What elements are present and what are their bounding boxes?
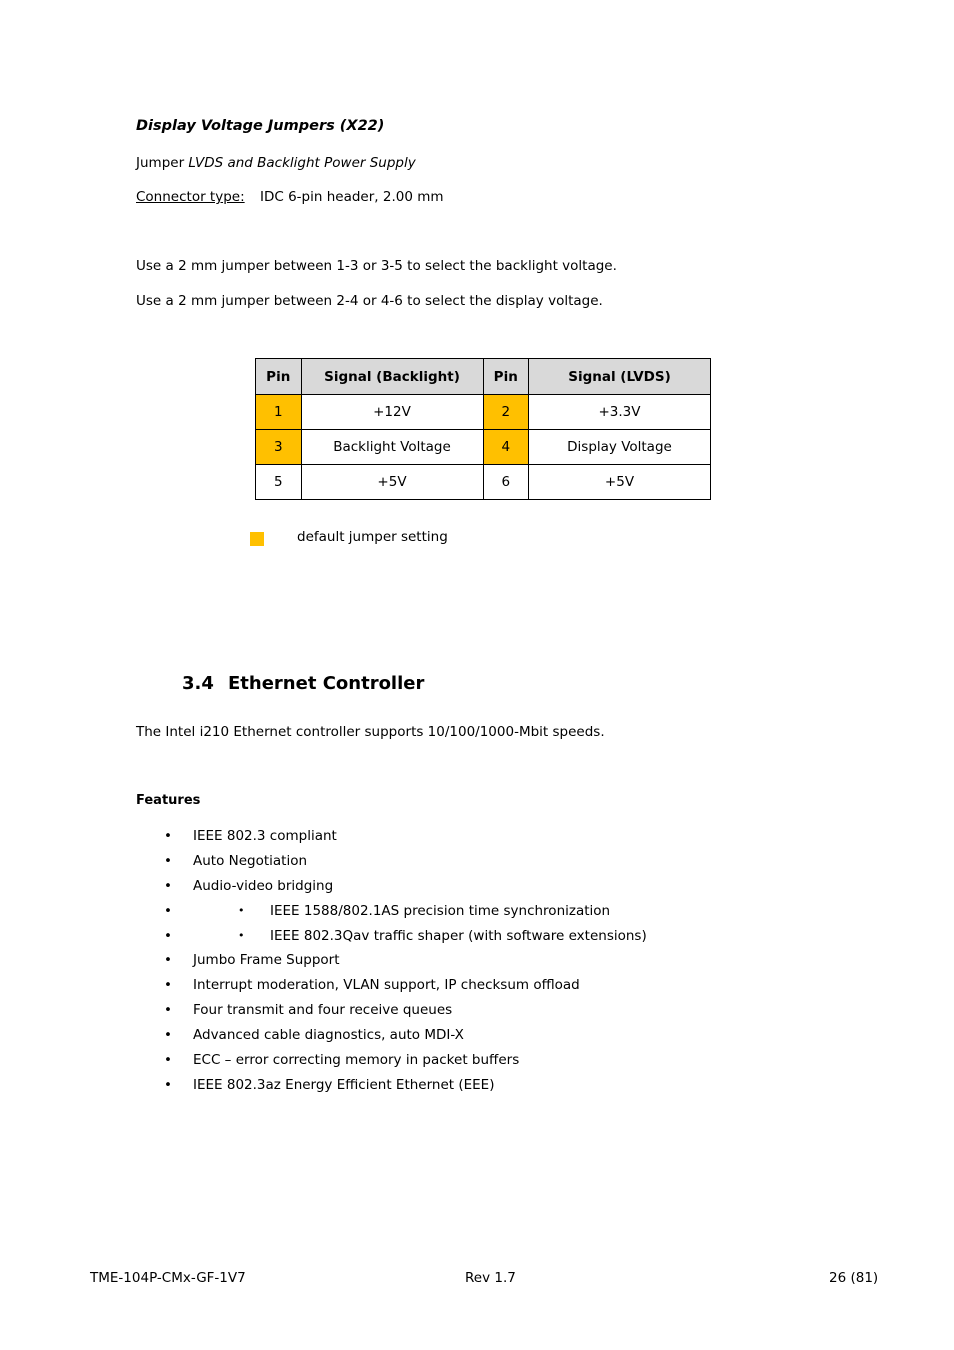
jumper-line [136, 155, 416, 171]
bullet-icon: • [164, 877, 172, 894]
bullet-icon: • [164, 1076, 172, 1093]
footer-page-number: 26 (81) [829, 1270, 879, 1286]
bullet-icon: • [164, 1002, 172, 1019]
jumper-prefix: Jumper [136, 155, 185, 171]
backlight-instruction: Use a 2 mm jumper between 1-3 or 3-5 to select the backlight voltage. [136, 258, 617, 274]
features-heading: Features [136, 793, 201, 808]
header-signal-backlight: Signal (Backlight) [301, 359, 483, 395]
footer-doc-id: TME-104P-CMx-GF-1V7 [90, 1270, 246, 1286]
header-pin-backlight: Pin [256, 359, 302, 395]
table-cell: 3 [256, 430, 302, 465]
header-signal-lvds: Signal (LVDS) [529, 359, 711, 395]
bullet-icon: • [164, 1052, 172, 1069]
table-cell: 2 [483, 395, 529, 430]
table-cell: Backlight Voltage [301, 430, 483, 465]
bullet-icon: • [164, 1027, 172, 1044]
table-cell: +12V [301, 395, 483, 430]
table-cell: 5 [256, 465, 302, 500]
bullet-icon: • [164, 927, 172, 944]
connector-type-value: IDC 6-pin header, 2.00 mm [260, 189, 444, 205]
table-cell: Display Voltage [529, 430, 711, 465]
connector-type-label: Connector type: [136, 189, 245, 205]
table-cell: +5V [301, 465, 483, 500]
table-row [256, 395, 711, 430]
legend-swatch [250, 532, 264, 546]
table-cell: +3.3V [529, 395, 711, 430]
table-cell: +5V [529, 465, 711, 500]
section-intro: The Intel i210 Ethernet controller supports 10/100/1000-Mbit speeds. [136, 724, 605, 740]
subheading: Display Voltage Jumpers (X22) [136, 118, 385, 134]
sub-bullet-icon: • [238, 928, 245, 942]
legend-text: default jumper setting [297, 529, 448, 545]
bullet-icon: • [164, 828, 172, 844]
table-cell: 4 [483, 430, 529, 465]
table-row [256, 430, 711, 465]
bullet-icon: • [164, 977, 172, 994]
section-title: Ethernet Controller [228, 673, 425, 694]
jumper-description: LVDS and Backlight Power Supply [188, 155, 416, 171]
table-cell: 6 [483, 465, 529, 500]
table-cell: 1 [256, 395, 302, 430]
bullet-icon: • [164, 952, 172, 969]
sub-bullet-icon: • [238, 903, 245, 917]
footer-revision: Rev 1.7 [465, 1270, 516, 1286]
display-instruction: Use a 2 mm jumper between 2-4 or 4-6 to select the display voltage. [136, 293, 603, 309]
bullet-icon: • [164, 852, 172, 869]
table-row [256, 465, 711, 500]
jumper-table [255, 358, 711, 500]
bullet-icon: • [164, 902, 172, 919]
header-pin-lvds: Pin [483, 359, 529, 395]
section-number: 3.4 [182, 673, 214, 694]
table-header-row [256, 359, 711, 395]
